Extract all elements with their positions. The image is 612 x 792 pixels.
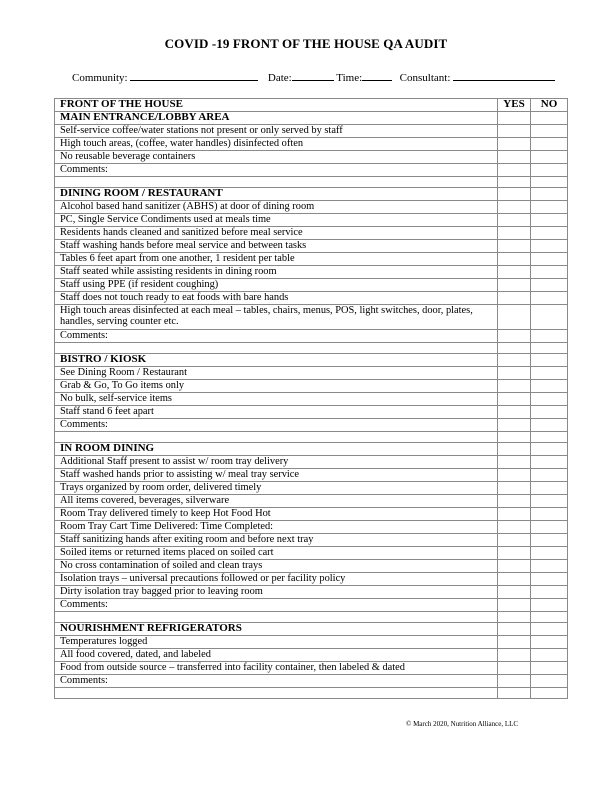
checklist-item: No cross contamination of soiled and clean trays <box>55 560 498 573</box>
checklist-item: Staff seated while assisting residents in dining room <box>55 266 498 279</box>
spacer-cell <box>55 612 498 623</box>
section-header-row <box>55 112 568 125</box>
checklist-item: Room Tray Cart Time Delivered: Time Completed: <box>55 521 498 534</box>
spacer-row <box>55 177 568 188</box>
section-header-row <box>55 623 568 636</box>
checklist-row <box>55 201 568 214</box>
no-checkbox-cell[interactable] <box>531 292 568 305</box>
yes-checkbox-cell[interactable] <box>498 380 531 393</box>
checklist-row <box>55 586 568 599</box>
date-label: Date: <box>267 72 292 84</box>
no-checkbox-cell[interactable] <box>531 469 568 482</box>
spacer-row <box>55 432 568 443</box>
spacer-cell <box>498 688 531 699</box>
no-checkbox-cell[interactable] <box>531 560 568 573</box>
no-checkbox-cell[interactable] <box>531 164 568 177</box>
checklist-item: Additional Staff present to assist w/ room tray delivery <box>55 456 498 469</box>
yes-checkbox-cell[interactable] <box>498 636 531 649</box>
checklist-row <box>55 125 568 138</box>
yes-checkbox-cell[interactable] <box>498 151 531 164</box>
section-title: IN ROOM DINING <box>55 443 498 456</box>
spacer-cell <box>531 343 568 354</box>
time-label: Time: <box>336 72 363 84</box>
checklist-item: Room Tray delivered timely to keep Hot Food Hot <box>55 508 498 521</box>
spacer-cell <box>55 343 498 354</box>
section-empty-cell <box>531 112 568 125</box>
spacer-cell <box>55 432 498 443</box>
checklist-row <box>55 240 568 253</box>
checklist-item: All items covered, beverages, silverware <box>55 495 498 508</box>
yes-checkbox-cell[interactable] <box>498 560 531 573</box>
yes-checkbox-cell[interactable] <box>498 305 531 330</box>
checklist-row <box>55 292 568 305</box>
audit-table <box>54 98 568 699</box>
checklist-row <box>55 406 568 419</box>
yes-checkbox-cell[interactable] <box>498 330 531 343</box>
section-empty-cell <box>498 443 531 456</box>
checklist-item: Trays organized by room order, delivered timely <box>55 482 498 495</box>
spacer-cell <box>531 612 568 623</box>
table-header-row <box>55 99 568 112</box>
spacer-cell <box>498 177 531 188</box>
yes-checkbox-cell[interactable] <box>498 508 531 521</box>
checklist-row <box>55 456 568 469</box>
no-checkbox-cell[interactable] <box>531 482 568 495</box>
checklist-item: Soiled items or returned items placed on soiled cart <box>55 547 498 560</box>
yes-checkbox-cell[interactable] <box>498 227 531 240</box>
yes-checkbox-cell[interactable] <box>498 164 531 177</box>
spacer-cell <box>498 432 531 443</box>
checklist-item: All food covered, dated, and labeled <box>55 649 498 662</box>
no-checkbox-cell[interactable] <box>531 599 568 612</box>
checklist-item: Staff stand 6 feet apart <box>55 406 498 419</box>
checklist-row <box>55 253 568 266</box>
yes-checkbox-cell[interactable] <box>498 469 531 482</box>
comments-label: Comments: <box>55 330 498 343</box>
checklist-row <box>55 330 568 343</box>
checklist-row <box>55 469 568 482</box>
no-checkbox-cell[interactable] <box>531 495 568 508</box>
checklist-item: Staff washed hands prior to assisting w/ meal tray service <box>55 469 498 482</box>
yes-checkbox-cell[interactable] <box>498 599 531 612</box>
section-title: NOURISHMENT REFRIGERATORS <box>55 623 498 636</box>
checklist-row <box>55 279 568 292</box>
checklist-row <box>55 151 568 164</box>
spacer-cell <box>531 432 568 443</box>
spacer-row <box>55 688 568 699</box>
community-field[interactable] <box>130 70 258 81</box>
yes-checkbox-cell[interactable] <box>498 125 531 138</box>
checklist-row <box>55 662 568 675</box>
checklist-row <box>55 482 568 495</box>
section-empty-cell <box>498 112 531 125</box>
checklist-row <box>55 534 568 547</box>
yes-checkbox-cell[interactable] <box>498 214 531 227</box>
section-title: MAIN ENTRANCE/LOBBY AREA <box>55 112 498 125</box>
checklist-row <box>55 393 568 406</box>
checklist-item: Self-service coffee/water stations not present or only served by staff <box>55 125 498 138</box>
section-header-row <box>55 188 568 201</box>
no-checkbox-cell[interactable] <box>531 138 568 151</box>
checklist-item: Staff washing hands before meal service and between tasks <box>55 240 498 253</box>
yes-checkbox-cell[interactable] <box>498 586 531 599</box>
yes-column-header: YES <box>498 99 531 112</box>
yes-checkbox-cell[interactable] <box>498 534 531 547</box>
checklist-row <box>55 495 568 508</box>
consultant-field[interactable] <box>453 70 555 81</box>
checklist-row <box>55 599 568 612</box>
section-empty-cell <box>531 623 568 636</box>
no-checkbox-cell[interactable] <box>531 456 568 469</box>
checklist-item: PC, Single Service Condiments used at meals time <box>55 214 498 227</box>
checklist-row <box>55 649 568 662</box>
checklist-item: See Dining Room / Restaurant <box>55 367 498 380</box>
yes-checkbox-cell[interactable] <box>498 201 531 214</box>
yes-checkbox-cell[interactable] <box>498 495 531 508</box>
header-fields <box>72 70 555 84</box>
no-checkbox-cell[interactable] <box>531 675 568 688</box>
no-checkbox-cell[interactable] <box>531 227 568 240</box>
checklist-row <box>55 675 568 688</box>
checklist-item: Food from outside source – transferred into facility container, then labeled & dated <box>55 662 498 675</box>
yes-checkbox-cell[interactable] <box>498 419 531 432</box>
community-label: Community: <box>72 72 128 84</box>
no-checkbox-cell[interactable] <box>531 573 568 586</box>
section-empty-cell <box>531 188 568 201</box>
checklist-row <box>55 573 568 586</box>
no-checkbox-cell[interactable] <box>531 253 568 266</box>
checklist-item: High touch areas, (coffee, water handles) disinfected often <box>55 138 498 151</box>
yes-checkbox-cell[interactable] <box>498 253 531 266</box>
comments-label: Comments: <box>55 599 498 612</box>
no-checkbox-cell[interactable] <box>531 508 568 521</box>
yes-checkbox-cell[interactable] <box>498 279 531 292</box>
no-checkbox-cell[interactable] <box>531 534 568 547</box>
spacer-cell <box>531 177 568 188</box>
checklist-row <box>55 266 568 279</box>
checklist-row <box>55 138 568 151</box>
yes-checkbox-cell[interactable] <box>498 367 531 380</box>
checklist-item: Staff using PPE (if resident coughing) <box>55 279 498 292</box>
checklist-row <box>55 367 568 380</box>
yes-checkbox-cell[interactable] <box>498 292 531 305</box>
no-checkbox-cell[interactable] <box>531 547 568 560</box>
checklist-row <box>55 547 568 560</box>
checklist-item: No reusable beverage containers <box>55 151 498 164</box>
no-checkbox-cell[interactable] <box>531 586 568 599</box>
section-header-row <box>55 354 568 367</box>
checklist-row <box>55 227 568 240</box>
spacer-row <box>55 343 568 354</box>
spacer-cell <box>55 688 498 699</box>
yes-checkbox-cell[interactable] <box>498 406 531 419</box>
checklist-row <box>55 560 568 573</box>
yes-checkbox-cell[interactable] <box>498 456 531 469</box>
checklist-row <box>55 419 568 432</box>
no-checkbox-cell[interactable] <box>531 305 568 330</box>
checklist-item: Staff sanitizing hands after exiting room and before next tray <box>55 534 498 547</box>
section-header-row <box>55 443 568 456</box>
checklist-item: High touch areas disinfected at each meal – tables, chairs, menus, POS, light switches, door, plates, handles, serving counter etc. <box>55 305 498 330</box>
yes-checkbox-cell[interactable] <box>498 662 531 675</box>
no-checkbox-cell[interactable] <box>531 636 568 649</box>
spacer-cell <box>498 343 531 354</box>
checklist-item: Isolation trays – universal precautions followed or per facility policy <box>55 573 498 586</box>
no-checkbox-cell[interactable] <box>531 521 568 534</box>
date-field[interactable] <box>292 70 334 81</box>
no-checkbox-cell[interactable] <box>531 279 568 292</box>
no-checkbox-cell[interactable] <box>531 240 568 253</box>
spacer-cell <box>531 688 568 699</box>
yes-checkbox-cell[interactable] <box>498 240 531 253</box>
copyright-footer: © March 2020, Nutrition Alliance, LLC <box>406 720 519 728</box>
no-checkbox-cell[interactable] <box>531 406 568 419</box>
no-checkbox-cell[interactable] <box>531 151 568 164</box>
no-checkbox-cell[interactable] <box>531 201 568 214</box>
checklist-item: Grab & Go, To Go items only <box>55 380 498 393</box>
comments-label: Comments: <box>55 164 498 177</box>
yes-checkbox-cell[interactable] <box>498 482 531 495</box>
checklist-row <box>55 214 568 227</box>
no-checkbox-cell[interactable] <box>531 419 568 432</box>
no-checkbox-cell[interactable] <box>531 330 568 343</box>
yes-checkbox-cell[interactable] <box>498 573 531 586</box>
section-title: BISTRO / KIOSK <box>55 354 498 367</box>
time-field[interactable] <box>362 70 392 81</box>
section-empty-cell <box>498 623 531 636</box>
section-empty-cell <box>498 354 531 367</box>
checklist-item: Alcohol based hand sanitizer (ABHS) at door of dining room <box>55 201 498 214</box>
no-checkbox-cell[interactable] <box>531 266 568 279</box>
no-checkbox-cell[interactable] <box>531 649 568 662</box>
checklist-row <box>55 508 568 521</box>
no-column-header: NO <box>531 99 568 112</box>
comments-label: Comments: <box>55 675 498 688</box>
yes-checkbox-cell[interactable] <box>498 266 531 279</box>
checklist-row <box>55 164 568 177</box>
yes-checkbox-cell[interactable] <box>498 675 531 688</box>
section-empty-cell <box>531 443 568 456</box>
no-checkbox-cell[interactable] <box>531 393 568 406</box>
yes-checkbox-cell[interactable] <box>498 649 531 662</box>
checklist-item: Staff does not touch ready to eat foods with bare hands <box>55 292 498 305</box>
checklist-row <box>55 380 568 393</box>
no-checkbox-cell[interactable] <box>531 662 568 675</box>
spacer-cell <box>498 612 531 623</box>
checklist-row <box>55 521 568 534</box>
section-title: DINING ROOM / RESTAURANT <box>55 188 498 201</box>
yes-checkbox-cell[interactable] <box>498 138 531 151</box>
no-checkbox-cell[interactable] <box>531 367 568 380</box>
spacer-cell <box>55 177 498 188</box>
yes-checkbox-cell[interactable] <box>498 547 531 560</box>
checklist-item: Dirty isolation tray bagged prior to leaving room <box>55 586 498 599</box>
no-checkbox-cell[interactable] <box>531 380 568 393</box>
comments-label: Comments: <box>55 419 498 432</box>
checklist-item: Residents hands cleaned and sanitized before meal service <box>55 227 498 240</box>
section-empty-cell <box>531 354 568 367</box>
document-title: COVID -19 FRONT OF THE HOUSE QA AUDIT <box>164 36 448 51</box>
checklist-item: No bulk, self-service items <box>55 393 498 406</box>
consultant-label: Consultant: <box>399 72 451 84</box>
checklist-row <box>55 636 568 649</box>
checklist-item: Temperatures logged <box>55 636 498 649</box>
yes-checkbox-cell[interactable] <box>498 393 531 406</box>
checklist-item: Tables 6 feet apart from one another, 1 resident per table <box>55 253 498 266</box>
spacer-row <box>55 612 568 623</box>
no-checkbox-cell[interactable] <box>531 214 568 227</box>
table-header-label: FRONT OF THE HOUSE <box>55 99 498 112</box>
yes-checkbox-cell[interactable] <box>498 521 531 534</box>
no-checkbox-cell[interactable] <box>531 125 568 138</box>
section-empty-cell <box>498 188 531 201</box>
checklist-row <box>55 305 568 330</box>
